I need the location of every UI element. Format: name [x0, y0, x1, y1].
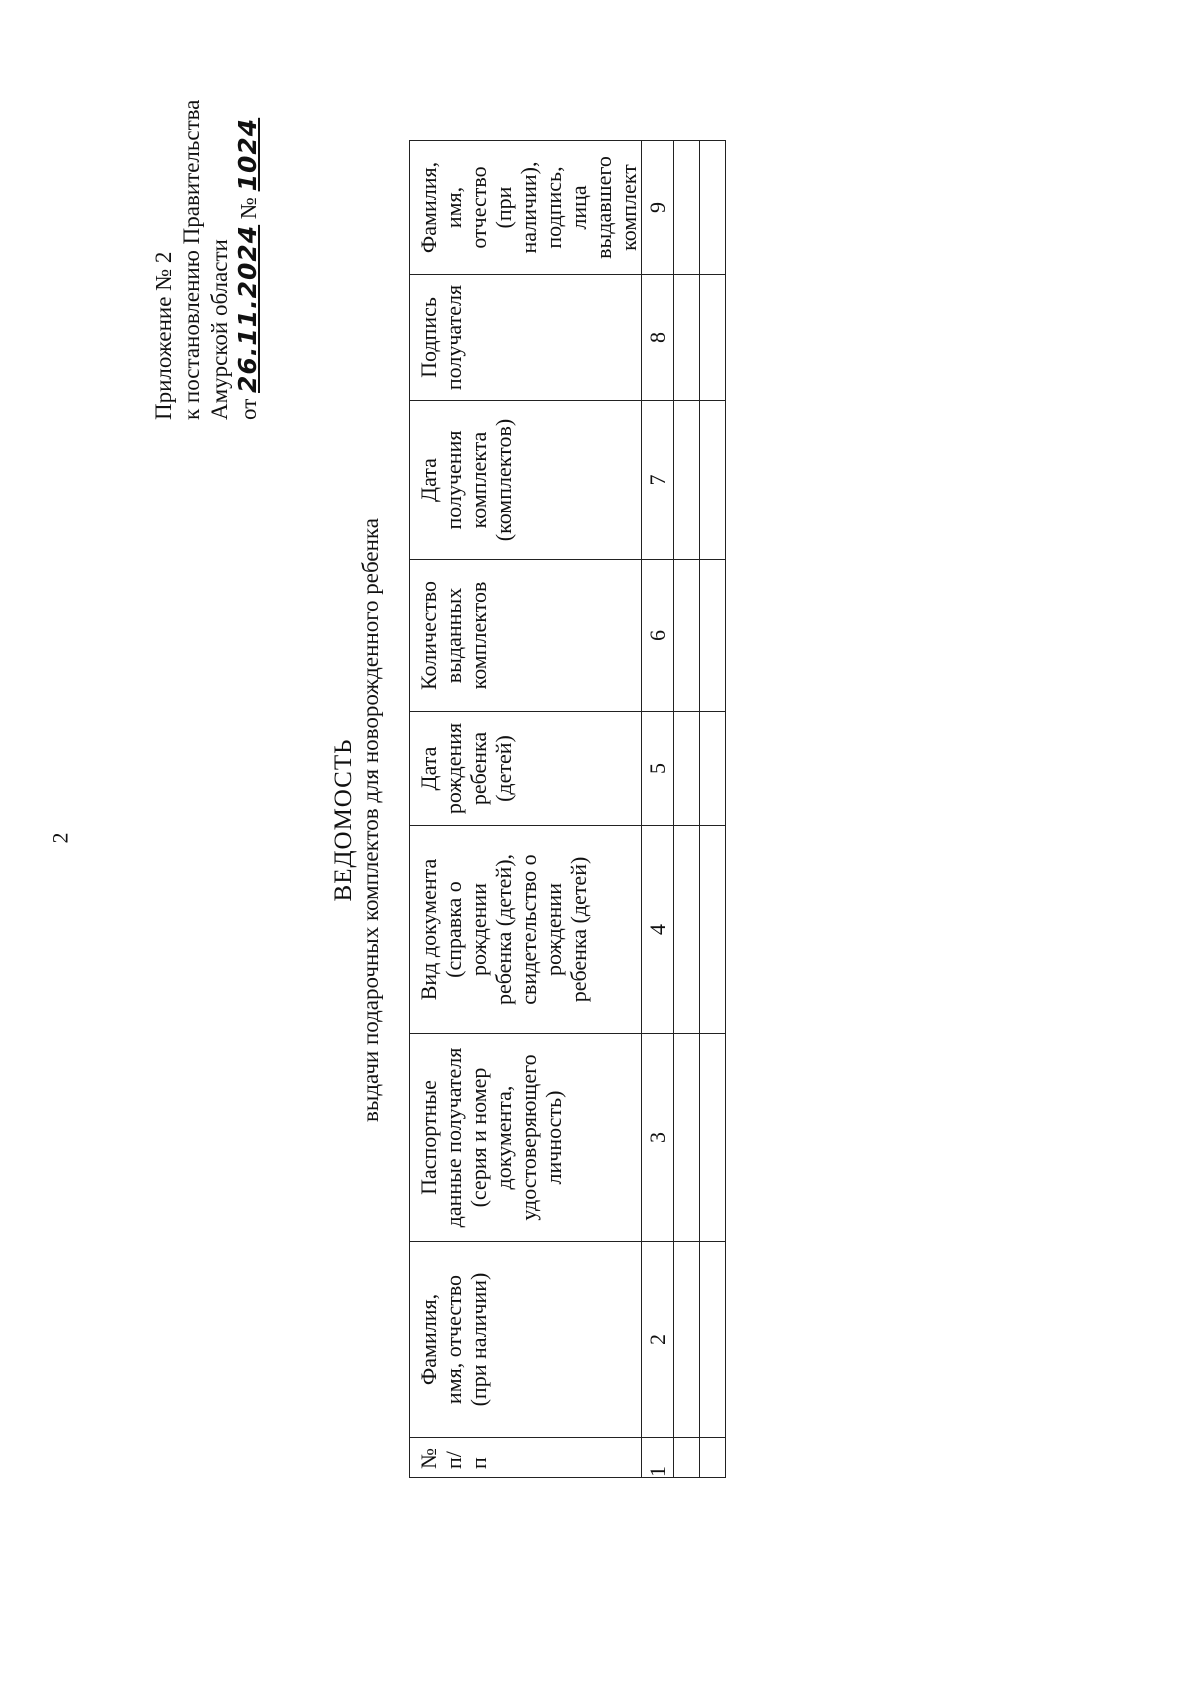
- handwritten-number: 1024: [233, 117, 262, 192]
- page-number: 2: [47, 832, 73, 844]
- empty-cell[interactable]: [674, 712, 700, 826]
- table-row: [674, 141, 700, 1478]
- empty-cell[interactable]: [674, 1034, 700, 1242]
- empty-cell[interactable]: [700, 1242, 726, 1438]
- landscape-page: [150, 40, 770, 1600]
- document-title: ВЕДОМОСТЬ: [330, 738, 357, 902]
- column-number-cell: 8: [642, 275, 674, 401]
- register-table: [409, 140, 726, 1478]
- appendix-line-2: к постановлению Правительства: [179, 99, 204, 420]
- appendix-line-1: Приложение № 2: [151, 251, 176, 420]
- empty-cell[interactable]: [700, 141, 726, 275]
- appendix-date-line: [234, 40, 263, 420]
- appendix-line-3: Амурской области: [207, 239, 232, 420]
- header-cell: Фамилия, имя, отчество (при наличии), подпись, лица выдавшего комплект: [410, 141, 642, 275]
- empty-cell[interactable]: [700, 560, 726, 712]
- empty-cell[interactable]: [700, 1034, 726, 1242]
- header-cell: № п/ п: [410, 1438, 642, 1478]
- header-cell: Фамилия, имя, отчество (при наличии): [410, 1242, 642, 1438]
- empty-cell[interactable]: [700, 401, 726, 560]
- header-cell: Количество выданных комплектов: [410, 560, 642, 712]
- empty-cell[interactable]: [700, 712, 726, 826]
- empty-cell[interactable]: [674, 401, 700, 560]
- header-row: [410, 141, 642, 1478]
- empty-cell[interactable]: [674, 141, 700, 275]
- column-number-row: [642, 141, 674, 1478]
- header-cell: Дата рождения ребенка (детей): [410, 712, 642, 826]
- handwritten-date: 26.11.2024: [233, 224, 262, 393]
- header-cell: Подпись получателя: [410, 275, 642, 401]
- empty-cell[interactable]: [674, 1242, 700, 1438]
- empty-cell[interactable]: [700, 275, 726, 401]
- column-number-cell: 4: [642, 826, 674, 1034]
- column-number-cell: 5: [642, 712, 674, 826]
- empty-cell[interactable]: [700, 1438, 726, 1478]
- header-cell: Вид документа (справка о рождении ребенка (детей), свидетельство о рождении ребенка (детей): [410, 826, 642, 1034]
- header-cell: Дата получения комплекта (комплектов): [410, 401, 642, 560]
- column-number-cell: 6: [642, 560, 674, 712]
- header-cell: Паспортные данные получателя (серия и номер документа, удостоверяющего личность): [410, 1034, 642, 1242]
- column-number-cell: 1: [642, 1438, 674, 1478]
- date-prefix: от: [236, 398, 261, 420]
- column-number-cell: 2: [642, 1242, 674, 1438]
- empty-cell[interactable]: [674, 275, 700, 401]
- document-subtitle: выдачи подарочных комплектов для новорожденного ребенка: [358, 518, 383, 1122]
- column-number-cell: 3: [642, 1034, 674, 1242]
- empty-cell[interactable]: [700, 826, 726, 1034]
- empty-cell[interactable]: [674, 826, 700, 1034]
- column-number-cell: 9: [642, 141, 674, 275]
- table-row: [700, 141, 726, 1478]
- column-number-cell: 7: [642, 401, 674, 560]
- number-label: №: [236, 197, 261, 220]
- empty-cell[interactable]: [674, 1438, 700, 1478]
- empty-cell[interactable]: [674, 560, 700, 712]
- appendix-block: [150, 40, 263, 420]
